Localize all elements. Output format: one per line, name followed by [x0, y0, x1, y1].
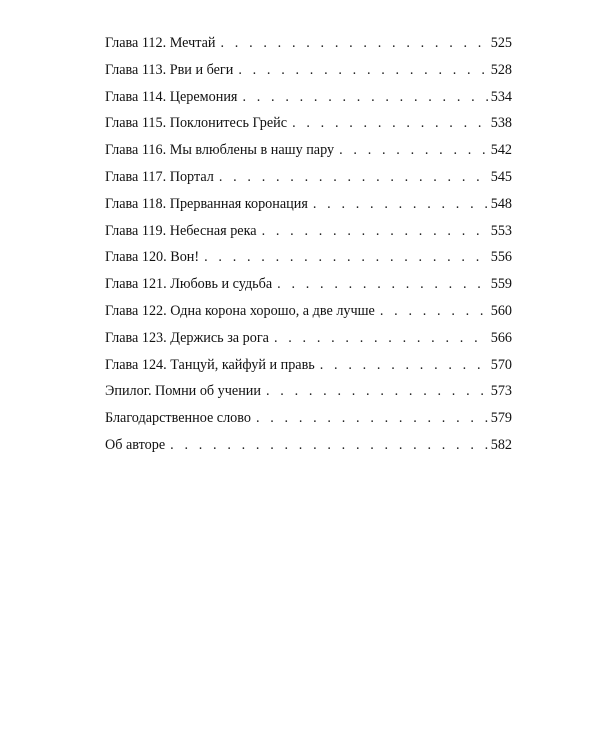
leader-dots	[219, 168, 489, 186]
entry-page-number: 570	[490, 356, 512, 373]
entry-page-number: 538	[490, 115, 512, 132]
entry-page-number: 573	[490, 383, 512, 400]
entry-title: Глава 124. Танцуй, кайфуй и правь	[105, 356, 315, 373]
leader-dots	[262, 222, 489, 240]
entry-title: Благодарственное слово	[105, 410, 251, 427]
entry-title: Глава 112. Мечтай	[105, 35, 216, 51]
leader-dots	[313, 195, 489, 213]
leader-dots	[274, 329, 489, 347]
leader-dots	[204, 248, 489, 266]
leader-dots	[256, 409, 489, 427]
leader-dots	[242, 88, 488, 106]
table-of-contents	[105, 34, 512, 463]
entry-page-number: 560	[490, 302, 512, 319]
toc-entry[interactable]	[105, 168, 512, 195]
entry-page-number: 556	[490, 249, 512, 266]
leader-dots	[380, 302, 489, 320]
leader-dots	[170, 436, 489, 454]
entry-title: Глава 120. Вон!	[105, 249, 200, 266]
leader-dots	[292, 114, 489, 132]
entry-title: Об авторе	[105, 436, 166, 453]
entry-page-number: 566	[490, 329, 512, 346]
toc-entry[interactable]	[105, 222, 512, 249]
entry-page-number: 579	[490, 410, 512, 427]
entry-title: Глава 123. Держись за рога	[105, 329, 269, 346]
toc-entry[interactable]	[105, 61, 512, 88]
entry-title: Глава 121. Любовь и судьба	[105, 276, 273, 293]
leader-dots	[221, 34, 489, 52]
entry-title: Эпилог. Помни об учении	[105, 383, 261, 400]
entry-title: Глава 122. Одна корона хорошо, а две лучше	[105, 302, 375, 319]
toc-entry[interactable]	[105, 382, 512, 409]
entry-title: Глава 119. Небесная река	[105, 222, 257, 239]
entry-page-number: 553	[490, 222, 512, 239]
toc-entry[interactable]	[105, 329, 512, 356]
leader-dots	[320, 356, 489, 374]
entry-page-number: 545	[490, 168, 512, 185]
toc-entry[interactable]	[105, 34, 512, 61]
entry-page-number: 542	[490, 142, 512, 159]
entry-title: Глава 117. Портал	[105, 168, 214, 185]
toc-entry[interactable]	[105, 114, 512, 141]
entry-title: Глава 116. Мы влюблены в нашу пару	[105, 142, 335, 159]
entry-title: Глава 114. Церемония	[105, 88, 238, 105]
entry-page-number: 534	[490, 88, 512, 105]
entry-title: Глава 115. Поклонитесь Грейс	[105, 115, 288, 132]
entry-page-number: 559	[490, 276, 512, 293]
entry-page-number: 525	[490, 35, 512, 51]
leader-dots	[266, 382, 489, 400]
toc-entry[interactable]	[105, 436, 512, 463]
leader-dots	[277, 275, 489, 293]
entry-page-number: 582	[490, 436, 512, 453]
leader-dots	[339, 141, 489, 159]
toc-entry[interactable]	[105, 409, 512, 436]
entry-title: Глава 113. Рви и беги	[105, 61, 234, 78]
toc-entry[interactable]	[105, 141, 512, 168]
leader-dots	[238, 61, 488, 79]
toc-entry[interactable]	[105, 248, 512, 275]
entry-page-number: 548	[490, 195, 512, 212]
toc-entry[interactable]	[105, 356, 512, 383]
entry-title: Глава 118. Прерванная коронация	[105, 195, 308, 212]
toc-entry[interactable]	[105, 88, 512, 115]
toc-entry[interactable]	[105, 302, 512, 329]
toc-entry[interactable]	[105, 275, 512, 302]
toc-entry[interactable]	[105, 195, 512, 222]
entry-page-number: 528	[490, 61, 512, 78]
